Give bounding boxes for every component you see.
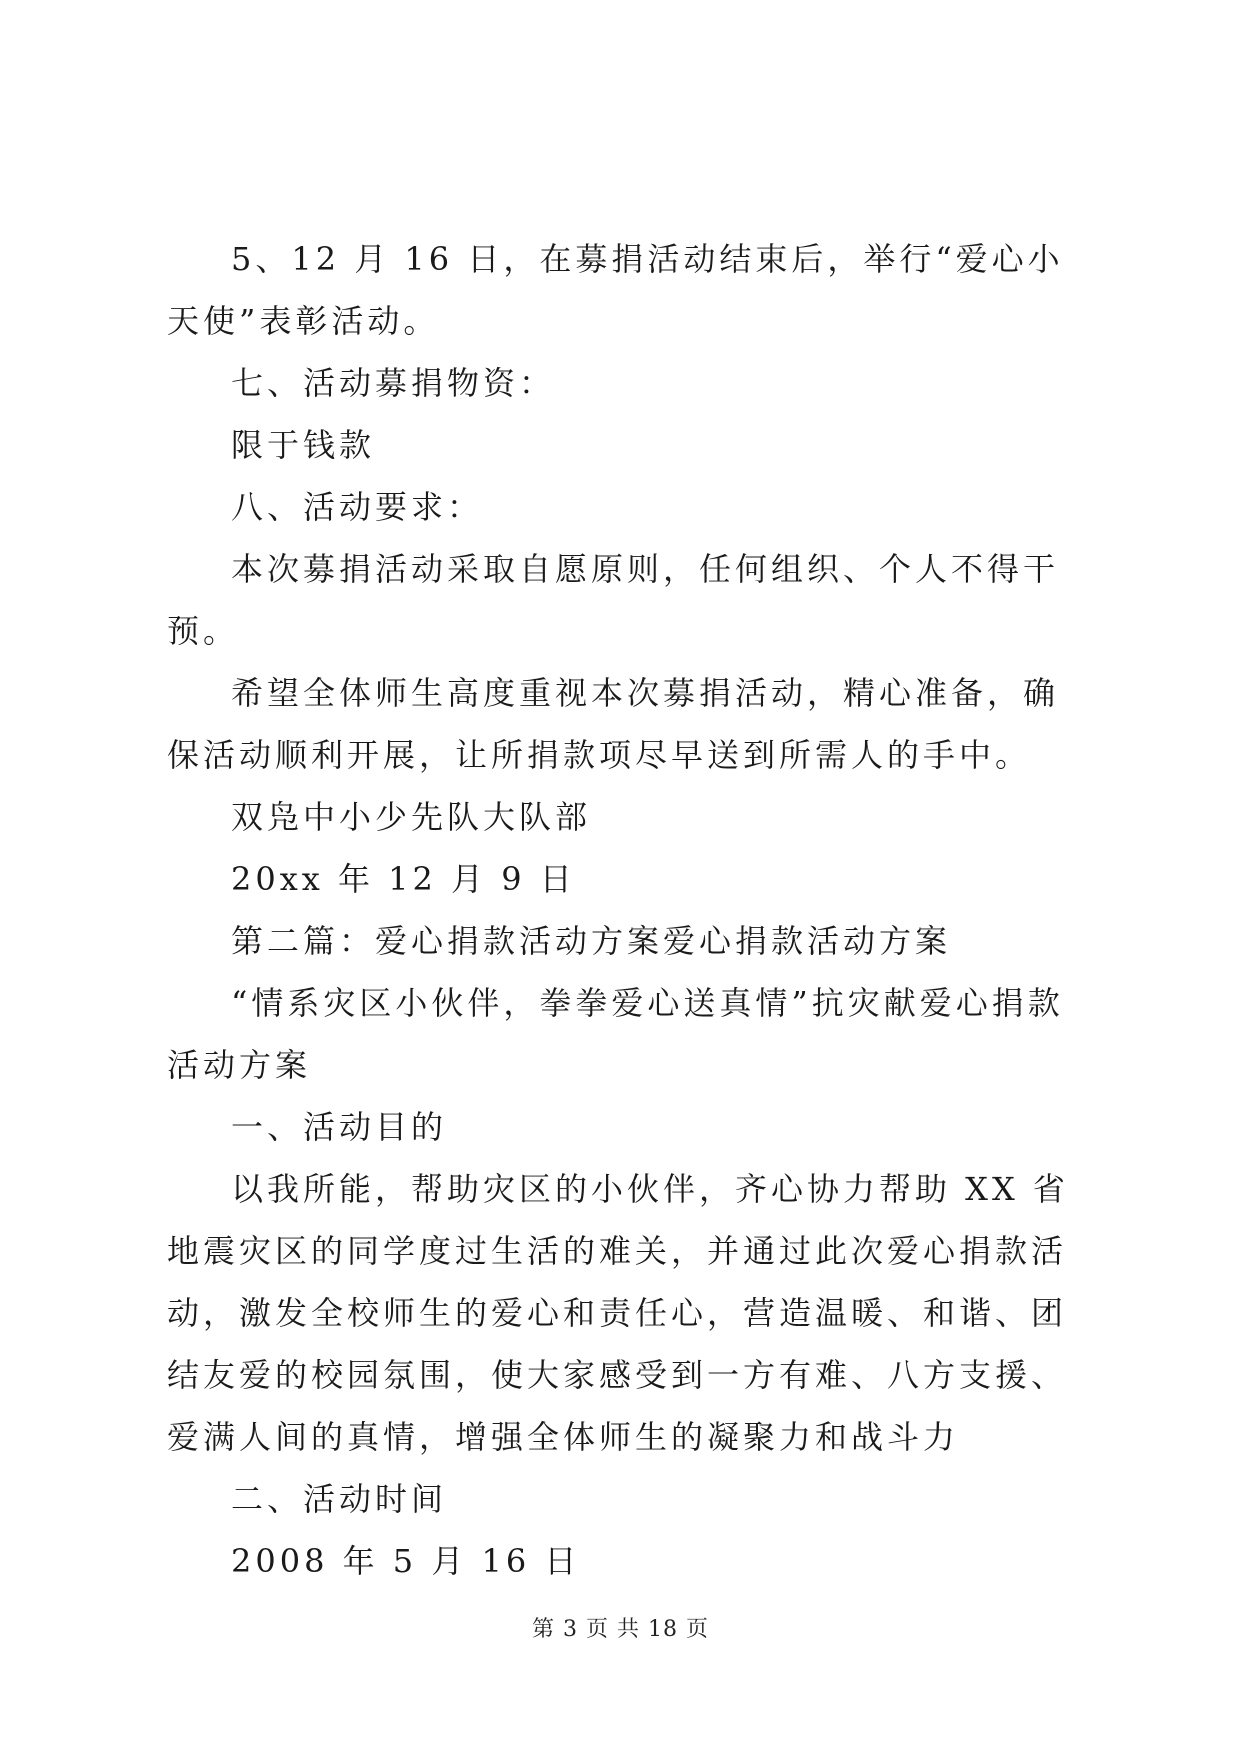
paragraph-hope: 希望全体师生高度重视本次募捐活动，精心准备，确保活动顺利开展，让所捐款项尽早送到所需人的手中。 — [167, 674, 1060, 774]
paragraph-money-only: 限于钱款 — [231, 426, 376, 464]
document-body — [167, 228, 1087, 1592]
heading-donation-materials: 七、活动募捐物资： — [231, 364, 556, 402]
section-title-second: 第二篇：爱心捐款活动方案爱心捐款活动方案 — [231, 922, 952, 960]
paragraph-time: 2008 年 5 月 16 日 — [231, 1542, 581, 1580]
signature-organization: 双凫中小少先队大队部 — [231, 798, 592, 836]
signature-date: 20xx 年 12 月 9 日 — [231, 860, 576, 898]
heading-purpose: 一、活动目的 — [231, 1108, 448, 1146]
paragraph-purpose: 以我所能，帮助灾区的小伙伴，齐心协力帮助 XX 省地震灾区的同学度过生活的难关，并通过此次爱心捐款活动，激发全校师生的爱心和责任心，营造温暖、和谐、团结友爱的校园氛围，使大家感受到一方有难、八方支援、爱满人间的真情，增强全体师生的凝聚力和战斗力 — [167, 1170, 1069, 1456]
page-footer: 第 3 页 共 18 页 — [532, 1617, 709, 1642]
paragraph-ceremony: 5、12 月 16 日，在募捐活动结束后，举行“爱心小天使”表彰活动。 — [167, 240, 1064, 340]
plan-title: “情系灾区小伙伴，拳拳爱心送真情”抗灾献爱心捐款活动方案 — [167, 984, 1064, 1084]
heading-time: 二、活动时间 — [231, 1480, 448, 1518]
paragraph-voluntary: 本次募捐活动采取自愿原则，任何组织、个人不得干预。 — [167, 550, 1060, 650]
heading-requirements: 八、活动要求： — [231, 488, 484, 526]
